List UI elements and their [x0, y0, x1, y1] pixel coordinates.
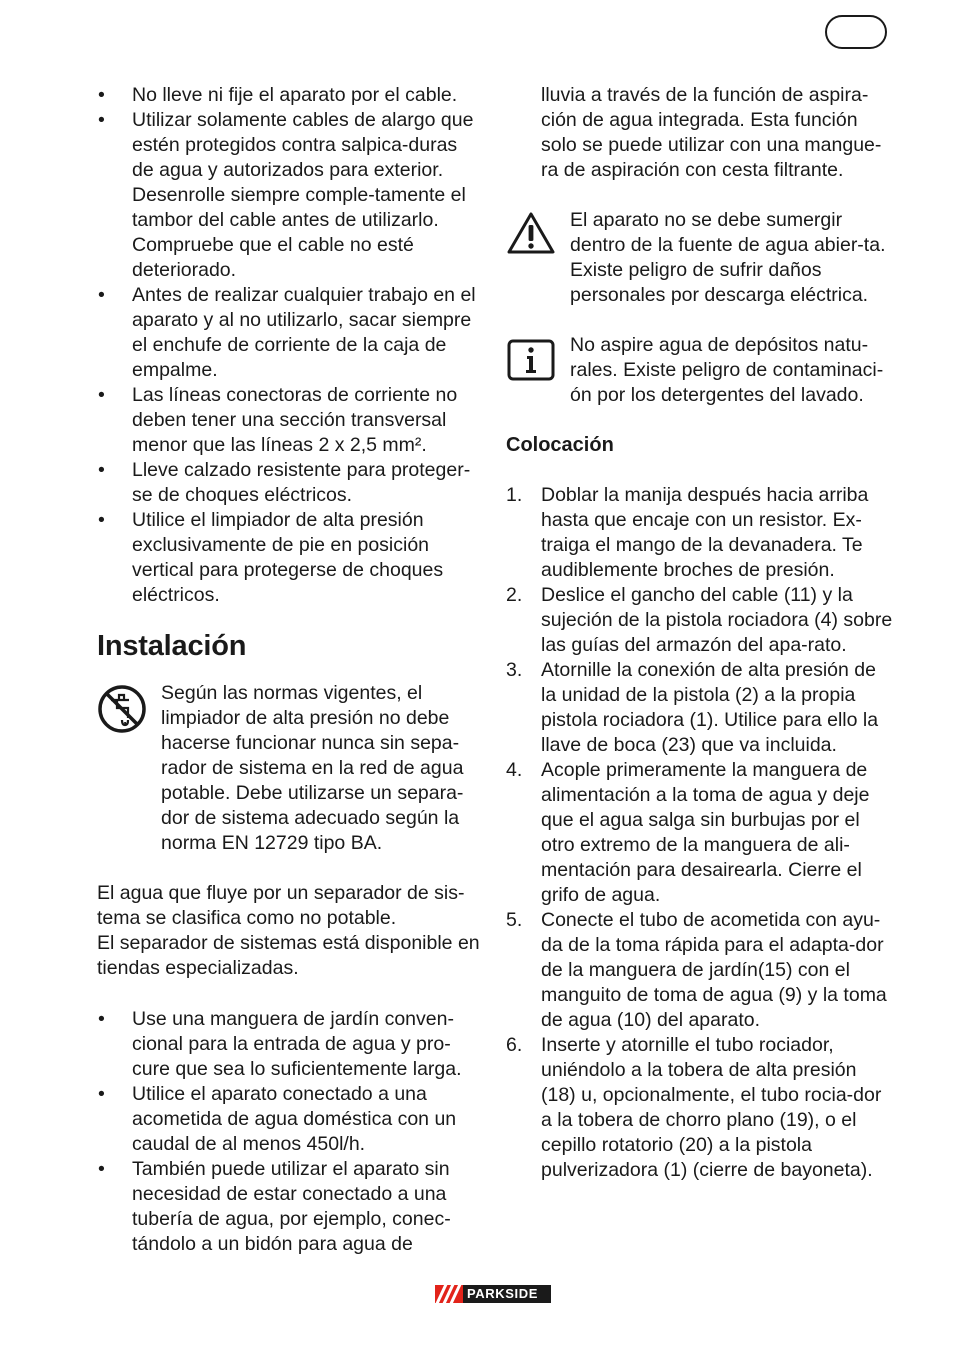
list-item [506, 758, 896, 908]
list-item: • Las líneas conectoras de corriente no deben tener una sección transversal menor que las líneas 2 x 2,5 mm². [97, 383, 483, 458]
step-text: Inserte y atornille el tubo rociador, uniéndolo a la tobera de alta presión (18) u, opcionalmente, el tubo rocia-dor a la tobera de chorro plano (19), o el cepillo rotatorio (20) a la pistola pulverizadora (1) (cierre de bayoneta). [541, 1034, 882, 1181]
step-text: Doblar la manija después hacia arriba hasta que encaje con un resistor. Ex-traiga el mango de la devanadera. Te audiblemente broches de presión. [541, 484, 869, 581]
info-block [506, 333, 896, 408]
step-text: Deslice el gancho del cable (11) y la sujeción de la pistola rociadora (4) sobre las guías del armazón del apa-rato. [541, 584, 893, 656]
step-number: 2. [506, 584, 523, 606]
left-column [97, 83, 483, 1257]
paragraph: El agua que fluye por un separador de sis-tema se clasifica como no potable. [97, 882, 465, 929]
no-drinking-water-connection-icon [97, 684, 147, 741]
list-item: • Use una manguera de jardín conven-cional para la entrada de agua y pro-cure que sea lo suficientemente larga. [97, 1007, 483, 1082]
step-number: 1. [506, 484, 523, 506]
list-item [506, 583, 896, 658]
list-item [506, 483, 896, 583]
warning-block [506, 208, 896, 308]
parkside-logo [435, 1285, 551, 1303]
right-column [506, 83, 896, 1183]
info-text: No aspire agua de depósitos natu-rales. Existe peligro de contaminaci-ón por los detergentes del lavado. [570, 334, 884, 406]
section-title: Instalación [97, 630, 247, 662]
paragraph: El separador de sistemas está disponible en tiendas especializadas. [97, 932, 480, 979]
water-supply-bullet-list [97, 1007, 483, 1257]
step-text: Atornille la conexión de alta presión de la unidad de la pistola (2) a la propia pistola rociadora (1). Utilice para ello la llave de boca (23) que va incluida. [541, 659, 879, 756]
logo-stripes [435, 1285, 463, 1303]
separator-note-block [97, 681, 483, 856]
subsection-title: Colocación [506, 434, 614, 456]
step-number: 3. [506, 659, 523, 681]
warning-text: El aparato no se debe sumergir dentro de la fuente de agua abier-ta. Existe peligro de sufrir daños personales por descarga eléctrica. [570, 209, 886, 306]
list-item: • Utilizar solamente cables de alargo que estén protegidos contra salpica-duras de agua y autorizados para exterior. Desenrolle siempre comple-tamente el tambor del cable antes de utilizarlo. Compruebe que el cable no esté deteriorado. [97, 108, 483, 283]
step-number: 5. [506, 909, 523, 931]
step-text: Conecte el tubo de acometida con ayu-da de la toma rápida para el adapta-dor de la manguera de jardín(15) con el manguito de toma de agua (9) y la toma de agua (10) del aparato. [541, 909, 887, 1031]
brand-name: PARKSIDE [467, 1286, 539, 1301]
list-item: • Lleve calzado resistente para proteger-se de choques eléctricos. [97, 458, 483, 508]
list-item: • También puede utilizar el aparato sin necesidad de estar conectado a una tubería de agua, por ejemplo, conec-tándolo a un bidón para agua de [97, 1157, 483, 1257]
step-number: 6. [506, 1034, 523, 1056]
list-item: • Antes de realizar cualquier trabajo en el aparato y al no utilizarlo, sacar siempre el enchufe de corriente de la caja de empalme. [97, 283, 483, 383]
list-item [506, 908, 896, 1033]
safety-bullet-list [97, 83, 483, 608]
list-item: • Utilice el limpiador de alta presión exclusivamente de pie en posición vertical para protegerse de choques eléctricos. [97, 508, 483, 608]
list-item [506, 658, 896, 758]
info-icon [506, 339, 556, 388]
step-text: Acople primeramente la manguera de alimentación a la toma de agua y deje que el agua salga sin burbujas por el otro extremo de la manguera de ali-mentación para desairearla. Cierre el grifo de agua. [541, 759, 870, 906]
separator-note-text: Según las normas vigentes, el limpiador de alta presión no debe hacerse funcionar nunca sin sepa-rador de sistema en la red de agua potable. Debe utilizarse un separa-dor de sistema adecuado según la norma EN 12729 tipo BA. [161, 682, 464, 854]
setup-steps-list [506, 483, 896, 1183]
continuation-text: lluvia a través de la función de aspira-ción de agua integrada. Esta función solo se puede utilizar con una mangue-ra de aspiración con cesta filtrante. [541, 84, 882, 181]
list-item: • Utilice el aparato conectado a una acometida de agua doméstica con un caudal de al menos 450l/h. [97, 1082, 483, 1157]
step-number: 4. [506, 759, 523, 781]
warning-triangle-icon [506, 211, 556, 262]
list-item: • No lleve ni fije el aparato por el cable. [97, 83, 483, 108]
list-item [506, 1033, 896, 1183]
language-badge [825, 15, 887, 49]
